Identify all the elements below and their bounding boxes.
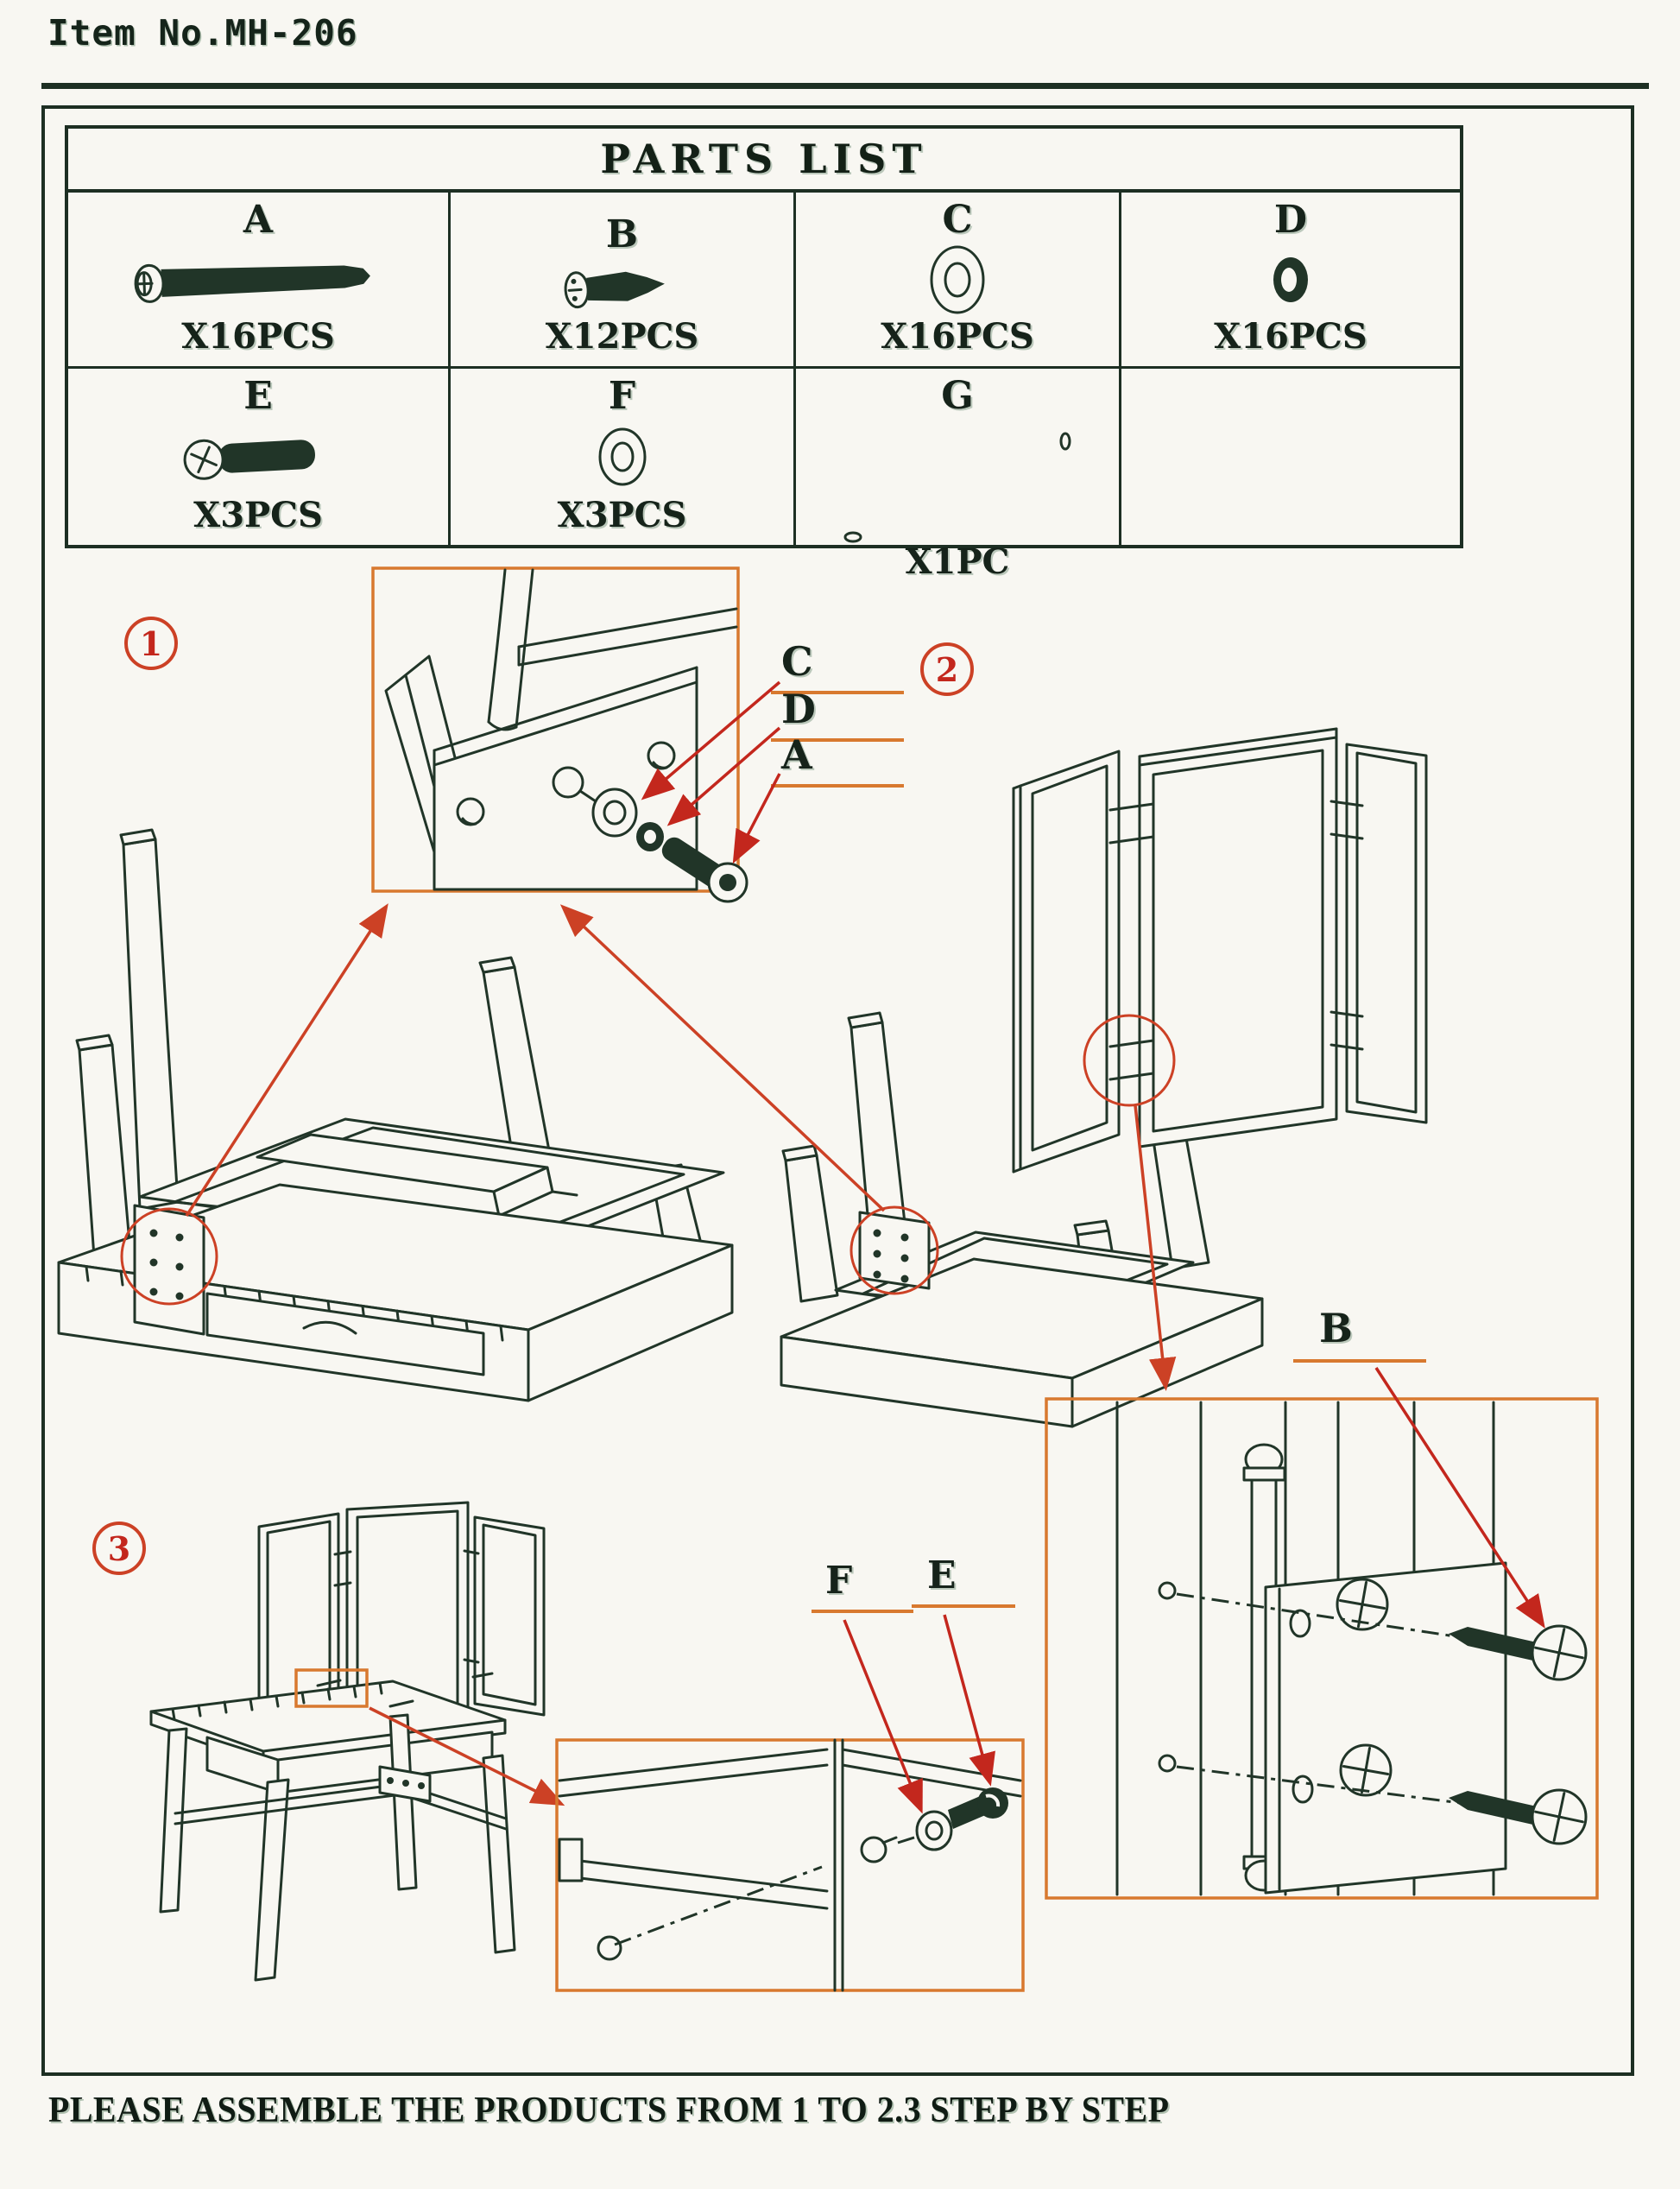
part-cell-f (451, 369, 796, 545)
step-3-badge (92, 1522, 146, 1575)
parts-grid (68, 193, 1460, 582)
step-number: 2 (935, 649, 959, 689)
part-label: D (1273, 198, 1308, 242)
callout-letter: B (1319, 1305, 1353, 1351)
allen-key-icon (824, 415, 1091, 545)
step-1-badge (124, 617, 178, 670)
part-label: A (243, 198, 274, 242)
machine-bolt-icon (180, 426, 336, 488)
part-quantity: X12PCS (545, 316, 699, 357)
step-number: 1 (139, 623, 163, 663)
parts-list-title: PARTS LIST (68, 129, 1460, 193)
part-quantity: X16PCS (881, 316, 1034, 357)
part-cell-empty (1121, 369, 1460, 545)
part-label: B (605, 212, 639, 256)
part-cell-d (1121, 193, 1460, 369)
part-quantity: X3PCS (193, 495, 323, 535)
callout-part-f (812, 1560, 913, 1613)
part-cell-g (796, 369, 1121, 582)
callout-part-e (912, 1554, 1015, 1608)
callout-letter: D (781, 686, 816, 732)
callout-letter: C (781, 638, 813, 685)
long-bolt-icon (129, 249, 388, 311)
part-label: G (941, 374, 974, 418)
step-number: 3 (107, 1528, 131, 1568)
item-number: Item No.MH-206 (47, 12, 358, 54)
part-cell-e (68, 369, 451, 545)
part-label: C (942, 198, 973, 242)
small-spacer-icon (1263, 248, 1318, 312)
callout-part-b (1293, 1306, 1426, 1363)
part-quantity: X3PCS (557, 495, 687, 535)
callout-letter: E (927, 1553, 957, 1597)
parts-list-table (65, 125, 1463, 582)
callout-letter: A (781, 731, 812, 778)
part-label: E (243, 374, 273, 418)
part-cell-a (68, 193, 451, 369)
footer-note: PLEASE ASSEMBLE THE PRODUCTS FROM 1 TO 2.3 STEP BY STEP (48, 2091, 1170, 2130)
washer-icon (589, 421, 656, 493)
part-quantity: X16PCS (1214, 316, 1367, 357)
callout-part-a (771, 732, 904, 788)
large-washer-icon (919, 240, 996, 319)
part-cell-b (451, 193, 796, 369)
part-quantity: X1PC (905, 541, 1010, 582)
part-label: F (608, 374, 636, 418)
part-quantity: X16PCS (181, 316, 335, 357)
step-2-badge (920, 642, 974, 696)
wood-screw-icon (558, 260, 687, 313)
part-cell-c (796, 193, 1121, 369)
callout-letter: F (825, 1559, 853, 1603)
header-rule (41, 83, 1649, 89)
